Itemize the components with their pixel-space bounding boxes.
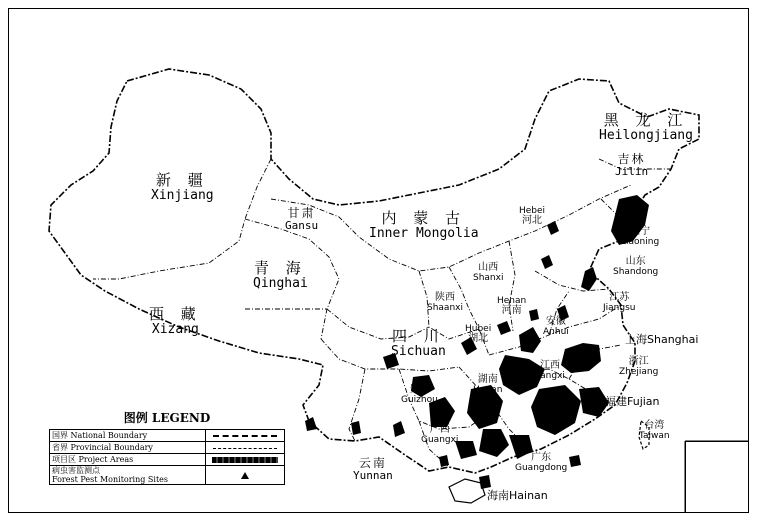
region-label-hainan: 海南Hainan <box>487 489 548 502</box>
national-boundary-symbol <box>213 435 277 437</box>
legend-title: 图例 LEGEND <box>123 411 211 425</box>
region-label-jiangsu: 江苏 Jiangsu <box>603 292 636 313</box>
hainan-island <box>449 479 485 503</box>
region-label-guizhou: 贵州 Guizhou <box>401 384 438 405</box>
region-label-fujian: 福建Fujian <box>605 395 660 408</box>
region-label-liaoning: 辽宁 Liaoning <box>621 226 660 247</box>
legend-label: 国界 National Boundary <box>50 430 206 442</box>
region-label-shanghai: 上海Shanghai <box>625 333 699 346</box>
region-label-hebei: Hebei 河北 <box>519 206 546 227</box>
region-label-shaanxi: 陕西 Shaanxi <box>427 292 463 313</box>
legend-row-provincial-boundary <box>50 442 285 454</box>
region-label-gansu: 甘肃 Gansu <box>285 206 319 232</box>
region-label-hunan: 湖南 Hunan <box>473 374 503 395</box>
south-china-sea-inset <box>685 441 749 513</box>
provincial-boundary-symbol <box>213 448 277 449</box>
legend-label: 病虫害监测点 Forest Pest Monitoring Sites <box>50 466 206 485</box>
legend-label: 项目区 Project Areas <box>50 454 206 466</box>
region-label-qinghai: 青 海 Qinghai <box>253 259 308 291</box>
region-label-sichuan: 四 川 Sichuan <box>391 327 446 359</box>
legend-table <box>49 429 285 485</box>
legend-row-project-areas <box>50 454 285 466</box>
region-label-shanxi: 山西 Shanxi <box>473 262 504 283</box>
region-label-yunnan: 云南 Yunnan <box>353 456 393 482</box>
region-label-inner-mongolia: 内 蒙 古 Inner Mongolia <box>369 209 479 241</box>
map-legend <box>49 409 285 485</box>
region-label-guangdong: 广东 Guangdong <box>515 452 568 473</box>
region-label-heilongjiang: 黑 龙 江 Heilongjiang <box>599 111 693 143</box>
region-label-anhui: 安徽 Anhui <box>543 316 569 337</box>
region-label-zhejiang: 浙江 Zhejiang <box>619 356 659 377</box>
region-label-henan: Henan 河南 <box>497 296 527 317</box>
region-label-jiangxi: 江西 Jiangxi <box>535 360 565 381</box>
monitoring-site-triangle-icon <box>241 472 249 479</box>
region-label-xinjiang: 新 疆 Xinjiang <box>151 171 214 203</box>
region-label-taiwan: 台湾 Taiwan <box>639 420 670 441</box>
region-label-xizang: 西 藏 Xizang <box>149 305 202 337</box>
map-frame <box>8 8 749 513</box>
legend-row-monitoring-sites <box>50 466 285 485</box>
legend-row-national-boundary <box>50 430 285 442</box>
region-label-jilin: 吉林 Jilin <box>615 152 649 178</box>
region-label-shandong: 山东 Shandong <box>613 256 659 277</box>
legend-label: 省界 Provincial Boundary <box>50 442 206 454</box>
region-label-hubei: Hubei 湖北 <box>465 324 492 345</box>
project-area-swatch <box>212 457 278 463</box>
region-label-guangxi: 广西 Guangxi <box>421 424 459 445</box>
